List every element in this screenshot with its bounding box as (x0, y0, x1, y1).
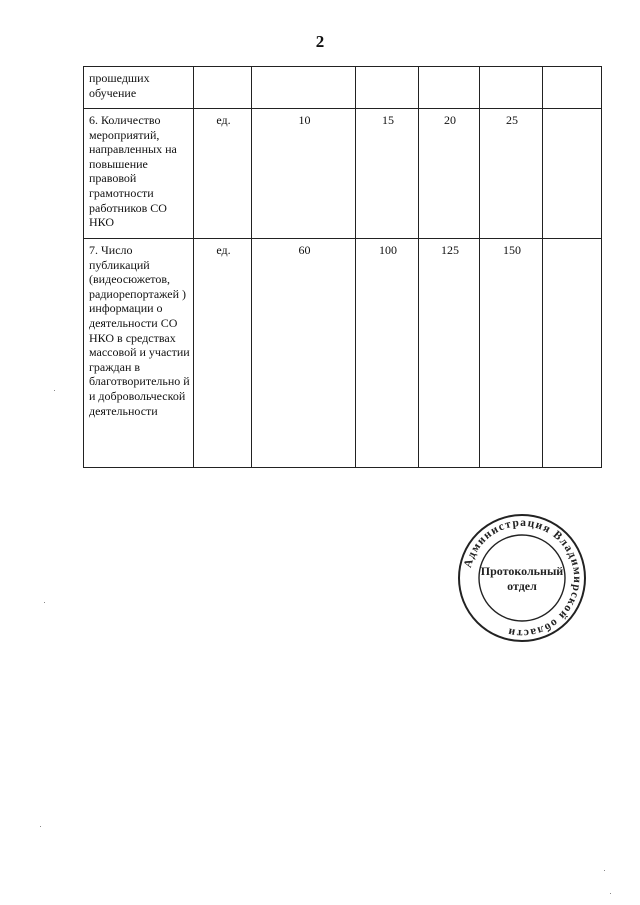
table-row (84, 67, 602, 109)
scan-speck (604, 870, 605, 871)
unit-cell (194, 67, 252, 109)
value-cell: 125 (419, 239, 480, 468)
stamp-outer-ring (459, 515, 585, 641)
indicator-name: 7. Число публикаций (видеосюжетов, радиорепортажей ) информации о деятельности СО НКО в средствах массовой и участии граждан в благотворительно й и добровольческой деятельности (89, 243, 190, 418)
indicator-name-cell (84, 109, 194, 239)
value-cell: 20 (419, 109, 480, 239)
scan-speck (40, 826, 41, 827)
indicator-name-cell (84, 239, 194, 468)
value-cell (356, 67, 419, 109)
scan-speck (610, 893, 611, 894)
scan-speck (44, 602, 45, 603)
value-cell (543, 67, 602, 109)
value-cell (419, 67, 480, 109)
value-cell (252, 67, 356, 109)
scan-speck (54, 390, 55, 391)
stamp-center-line-1: Протокольный (480, 564, 564, 578)
value-cell: 10 (252, 109, 356, 239)
value-cell: 15 (356, 109, 419, 239)
indicator-name-cell (84, 67, 194, 109)
value-cell (480, 67, 543, 109)
stamp-ring-text: Администрация Владимирской области (462, 516, 584, 640)
table-row (84, 109, 602, 239)
value-cell (543, 239, 602, 468)
value-cell: 60 (252, 239, 356, 468)
value-cell: 150 (480, 239, 543, 468)
value-cell: 100 (356, 239, 419, 468)
unit-cell: ед. (194, 109, 252, 239)
unit-cell: ед. (194, 239, 252, 468)
stamp-center-line-2: отдел (507, 579, 537, 593)
page-number: 2 (315, 32, 325, 51)
official-stamp (456, 512, 588, 644)
stamp-inner-ring (479, 535, 565, 621)
value-cell: 25 (480, 109, 543, 239)
indicator-name: 6. Количество мероприятий, направленных на повышение правовой грамотности работников СО НКО (89, 113, 177, 230)
table-row (84, 239, 602, 468)
indicators-table (83, 66, 602, 468)
value-cell (543, 109, 602, 239)
indicator-name: прошедших обучение (89, 71, 150, 100)
